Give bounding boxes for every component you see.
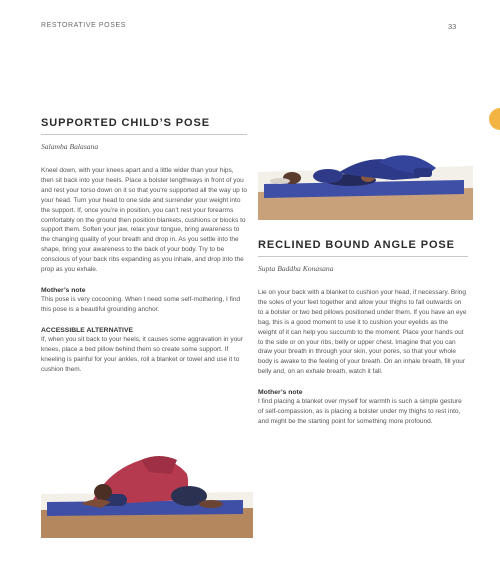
bound-angle-instructions: Lie on your back with a blanket to cushion your head, if necessary. Bring the soles of your feet together and allow your thighs to fall outwards on to a bolster or two bed pillows positioned under them. If you have an eye bag, this is a good moment to use it to cushion your eyelids as the weight of it can help you succumb to the moment. Place your hands out to the side or on your ribs, belly or upper chest. Imagine that you can draw your breath in through your skin, your pores, so that your whole body is awake to the feeling of your breath. On an inhale breath, fill your belly and, on an exhale breath, watch it fall. bbox=[258, 289, 467, 376]
accessible-alternative-text: If, when you sit back to your heels, it causes some aggravation in your knees, place a bed pillow behind them so create some support. If kneeling is painful for your ankles, roll a blanket or towel and use it to cushion them. bbox=[41, 335, 243, 373]
reclined-bound-angle-photo bbox=[258, 110, 473, 220]
page-number: 33 bbox=[448, 22, 457, 31]
bound-angle-sanskrit: Supta Baddha Konasana bbox=[258, 264, 334, 273]
section-tab-marker bbox=[489, 108, 500, 130]
childs-pose-mothers-note-heading: Mother’s note bbox=[41, 286, 86, 294]
childs-pose-title: SUPPORTED CHILD’S POSE bbox=[41, 117, 210, 129]
title-rule bbox=[41, 134, 247, 135]
accessible-alternative-heading: ACCESSIBLE ALTERNATIVE bbox=[41, 326, 134, 334]
running-head: RESTORATIVE POSES bbox=[41, 22, 127, 29]
supported-childs-pose-photo bbox=[41, 448, 253, 538]
title-rule bbox=[258, 256, 468, 257]
bound-angle-mothers-note: I find placing a blanket over myself for warmth is such a simple gesture of self-compassion, as is placing a bolster under my thighs to rest into, and might be the starting point for something more profound. bbox=[258, 398, 462, 425]
childs-pose-sanskrit: Salamba Balasana bbox=[41, 142, 99, 151]
childs-pose-mothers-note: This pose is very cocooning. When I need some self-mothering, I find this pose is a beautiful grounding anchor. bbox=[41, 295, 241, 313]
bound-angle-title: RECLINED BOUND ANGLE POSE bbox=[258, 239, 455, 251]
childs-pose-instructions: Kneel down, with your knees apart and a little wider than your hips, then sit back into your heels. Place a bolster lengthways in front of you and rest your torso down on it so that you’re supported all the way up to your head. Turn your head to one side and surrender your weight into the support. If, once you’re in position, you can’t rest your forearms comfortably on the ground then position blankets, cushions or blocks to support them. Soften your jaw, relax your tongue, bring awareness to the changing quality of your breath and drop in. As you settle into the shape, bring your awareness to the back of your body. Try to be conscious of your back ribs expanding as you inhale, and drop into the prop as you exhale. bbox=[41, 167, 247, 274]
bound-angle-mothers-note-heading: Mother’s note bbox=[258, 389, 303, 397]
